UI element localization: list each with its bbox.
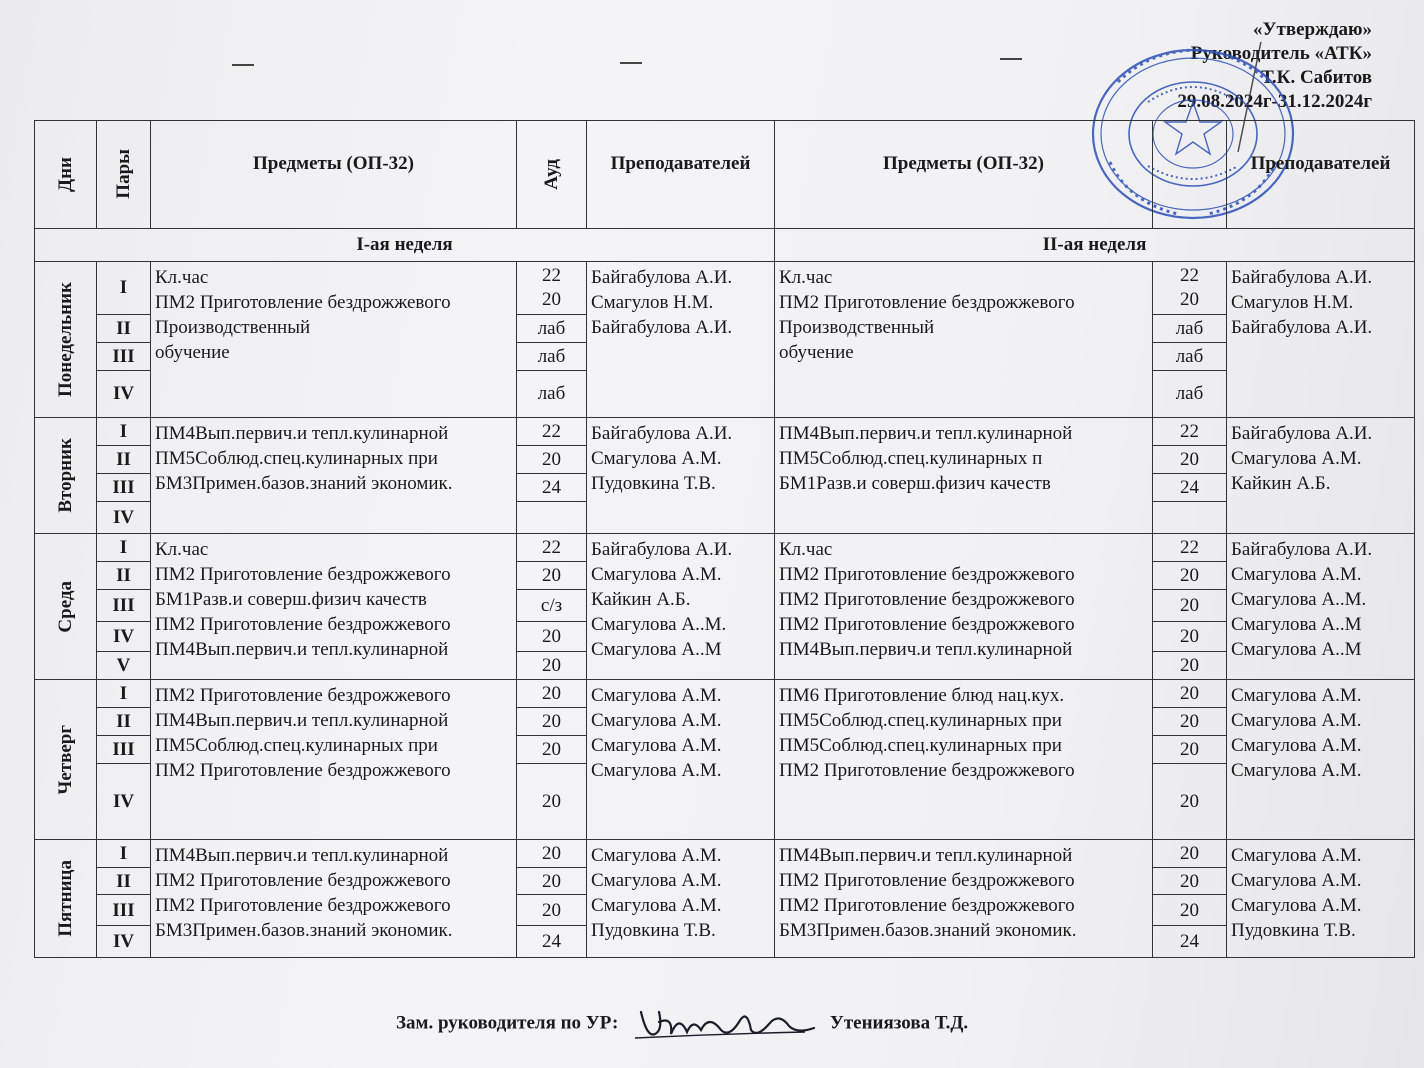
week-2-label: II-ая неделя bbox=[775, 228, 1415, 261]
handwritten-signature bbox=[629, 1004, 819, 1044]
footer-label: Зам. руководителя по УР: bbox=[396, 1012, 619, 1034]
pair-number: II bbox=[97, 314, 151, 342]
room-week2: лаб bbox=[1153, 342, 1227, 370]
day-pair-row bbox=[35, 839, 1415, 867]
room-week1: 20 bbox=[517, 895, 587, 925]
room-week1: 20 bbox=[517, 736, 587, 764]
subjects-week2: ПМ6 Приготовление блюд нац.кух. ПМ5Соблюд.спец.кулинарных при ПМ5Соблюд.спец.кулинарных при ПМ2 Приготовление бездрожжевого bbox=[775, 680, 1153, 839]
header-row bbox=[35, 121, 1415, 229]
room-week1: 20 bbox=[517, 622, 587, 652]
room-week2: 22 bbox=[1153, 534, 1227, 562]
approval-line-4: 29.08.2024г-31.12.2024г bbox=[1177, 91, 1372, 112]
room-week2: 24 bbox=[1153, 925, 1227, 957]
pair-number: III bbox=[97, 895, 151, 925]
room-week2: 20 bbox=[1153, 708, 1227, 736]
pair-number: II bbox=[97, 708, 151, 736]
approval-line-3: Т.К. Сабитов bbox=[1261, 67, 1372, 88]
room-week2: 20 bbox=[1153, 622, 1227, 652]
pair-number: IV bbox=[97, 764, 151, 839]
room-week1: 22 bbox=[517, 534, 587, 562]
room-week2: лаб bbox=[1153, 314, 1227, 342]
day-pair-row bbox=[35, 261, 1415, 314]
room-week1: 20 bbox=[517, 839, 587, 867]
room-week1: 20 bbox=[517, 562, 587, 590]
footer-signature-line bbox=[396, 1004, 968, 1044]
day-name-cell: Среда bbox=[35, 534, 97, 680]
room-week2: 20 bbox=[1153, 680, 1227, 708]
room-week1: 22 bbox=[517, 417, 587, 445]
header-subjects-week2: Предметы (ОП-32) bbox=[775, 121, 1153, 229]
room-week2 bbox=[1153, 501, 1227, 533]
top-dash bbox=[620, 62, 642, 64]
room-week1: 20 bbox=[517, 652, 587, 680]
subjects-week2: ПМ4Вып.первич.и тепл.кулинарной ПМ2 Приготовление бездрожжевого ПМ2 Приготовление бездрожжевого БМ3Примен.базов.знаний экономик. bbox=[775, 839, 1153, 957]
room-week2-extra: 22 bbox=[1180, 264, 1199, 286]
header-aud-week2 bbox=[1153, 121, 1227, 229]
pair-number: IV bbox=[97, 925, 151, 957]
approval-line-2: Руководитель «АТК» bbox=[1190, 43, 1372, 64]
subjects-week1: ПМ2 Приготовление бездрожжевого ПМ4Вып.первич.и тепл.кулинарной ПМ5Соблюд.спец.кулинарных при ПМ2 Приготовление бездрожжевого bbox=[151, 680, 517, 839]
pair-number: IV bbox=[97, 622, 151, 652]
room-week2: лаб bbox=[1153, 370, 1227, 417]
teachers-week2: Смагулова А.М. Смагулова А.М. Смагулова А.М. Смагулова А.М. bbox=[1227, 680, 1415, 839]
week-row bbox=[35, 228, 1415, 261]
pair-number: II bbox=[97, 562, 151, 590]
room-week1: лаб bbox=[517, 342, 587, 370]
room-week2: 20 bbox=[1153, 839, 1227, 867]
pair-number: I bbox=[97, 534, 151, 562]
day-name-cell: Четверг bbox=[35, 680, 97, 839]
approval-block bbox=[1177, 18, 1372, 114]
header-pairs: Пары bbox=[97, 121, 151, 229]
teachers-week1: Байгабулова А.И. Смагулов Н.М. Байгабулова А.И. bbox=[587, 261, 775, 417]
room-week2: 20 bbox=[1153, 867, 1227, 895]
subjects-week2: ПМ4Вып.первич.и тепл.кулинарной ПМ5Соблюд.спец.кулинарных п БМ1Разв.и соверш.физич качеств bbox=[775, 417, 1153, 533]
room-week2 bbox=[1153, 261, 1227, 314]
header-teachers-week1: Преподавателей bbox=[587, 121, 775, 229]
room-week2: 20 bbox=[1153, 736, 1227, 764]
pair-number: III bbox=[97, 473, 151, 501]
pair-number: I bbox=[97, 417, 151, 445]
subjects-week1: Кл.час ПМ2 Приготовление бездрожжевого Производственный обучение bbox=[151, 261, 517, 417]
room-week2: 22 bbox=[1153, 417, 1227, 445]
room-week2: 20 bbox=[1153, 445, 1227, 473]
pair-number: I bbox=[97, 261, 151, 314]
pair-number: IV bbox=[97, 370, 151, 417]
teachers-week2: Байгабулова А.И. Смагулова А.М. Кайкин А.Б. bbox=[1227, 417, 1415, 533]
room-week1-extra: 22 bbox=[542, 264, 561, 286]
room-week1: с/з bbox=[517, 590, 587, 622]
week-1-label: I-ая неделя bbox=[35, 228, 775, 261]
subjects-week1: Кл.час ПМ2 Приготовление бездрожжевого БМ1Разв.и соверш.физич качеств ПМ2 Приготовление бездрожжевого ПМ4Вып.первич.и тепл.кулинарной bbox=[151, 534, 517, 680]
pair-number: II bbox=[97, 867, 151, 895]
room-week2: 24 bbox=[1153, 473, 1227, 501]
subjects-week2: Кл.час ПМ2 Приготовление бездрожжевого Производственный обучение bbox=[775, 261, 1153, 417]
pair-number: V bbox=[97, 652, 151, 680]
schedule-table bbox=[34, 120, 1415, 958]
header-teachers-week2: Преподавателей bbox=[1227, 121, 1415, 229]
top-dash bbox=[1000, 58, 1022, 60]
room-week1: 20 bbox=[517, 680, 587, 708]
subjects-week2: Кл.час ПМ2 Приготовление бездрожжевого ПМ2 Приготовление бездрожжевого ПМ2 Приготовление бездрожжевого ПМ4Вып.первич.и тепл.кулинарной bbox=[775, 534, 1153, 680]
room-week1: 20 bbox=[517, 445, 587, 473]
top-dash bbox=[232, 64, 254, 66]
teachers-week1: Смагулова А.М. Смагулова А.М. Смагулова А.М. Пудовкина Т.В. bbox=[587, 839, 775, 957]
teachers-week1: Смагулова А.М. Смагулова А.М. Смагулова А.М. Смагулова А.М. bbox=[587, 680, 775, 839]
room-week1: 24 bbox=[517, 925, 587, 957]
day-pair-row bbox=[35, 417, 1415, 445]
approval-line-1: «Утверждаю» bbox=[1253, 19, 1372, 40]
room-week1: 20 bbox=[517, 708, 587, 736]
pair-number: I bbox=[97, 839, 151, 867]
teachers-week2: Байгабулова А.И. Смагулова А.М. Смагулова А..М. Смагулова А..М Смагулова А..М bbox=[1227, 534, 1415, 680]
header-days: Дни bbox=[35, 121, 97, 229]
room-week1 bbox=[517, 501, 587, 533]
teachers-week1: Байгабулова А.И. Смагулова А.М. Кайкин А.Б. Смагулова А..М. Смагулова А..М bbox=[587, 534, 775, 680]
room-week2: 20 bbox=[1153, 562, 1227, 590]
pair-number: III bbox=[97, 736, 151, 764]
room-week1-value: 20 bbox=[542, 288, 561, 310]
room-week1: 24 bbox=[517, 473, 587, 501]
pair-number: IV bbox=[97, 501, 151, 533]
pair-number: III bbox=[97, 342, 151, 370]
room-week1: лаб bbox=[517, 370, 587, 417]
teachers-week2: Смагулова А.М. Смагулова А.М. Смагулова А.М. Пудовкина Т.В. bbox=[1227, 839, 1415, 957]
header-aud: Ауд bbox=[517, 121, 587, 229]
room-week2-value: 20 bbox=[1180, 288, 1199, 310]
pair-number: I bbox=[97, 680, 151, 708]
day-pair-row bbox=[35, 680, 1415, 708]
day-name-cell: Пятница bbox=[35, 839, 97, 957]
teachers-week2: Байгабулова А.И. Смагулов Н.М. Байгабулова А.И. bbox=[1227, 261, 1415, 417]
room-week2: 20 bbox=[1153, 895, 1227, 925]
subjects-week1: ПМ4Вып.первич.и тепл.кулинарной ПМ2 Приготовление бездрожжевого ПМ2 Приготовление бездрожжевого БМ3Примен.базов.знаний экономик. bbox=[151, 839, 517, 957]
day-name-cell: Вторник bbox=[35, 417, 97, 533]
teachers-week1: Байгабулова А.И. Смагулова А.М. Пудовкина Т.В. bbox=[587, 417, 775, 533]
room-week1: лаб bbox=[517, 314, 587, 342]
room-week1: 20 bbox=[517, 867, 587, 895]
room-week1 bbox=[517, 261, 587, 314]
pair-number: III bbox=[97, 590, 151, 622]
header-subjects-week1: Предметы (ОП-32) bbox=[151, 121, 517, 229]
subjects-week1: ПМ4Вып.первич.и тепл.кулинарной ПМ5Соблюд.спец.кулинарных при БМ3Примен.базов.знаний экономик. bbox=[151, 417, 517, 533]
room-week2: 20 bbox=[1153, 652, 1227, 680]
day-pair-row bbox=[35, 534, 1415, 562]
pair-number: II bbox=[97, 445, 151, 473]
footer-name: Утениязова Т.Д. bbox=[829, 1012, 969, 1034]
room-week2: 20 bbox=[1153, 590, 1227, 622]
room-week2: 20 bbox=[1153, 764, 1227, 839]
room-week1: 20 bbox=[517, 764, 587, 839]
day-name-cell: Понедельник bbox=[35, 261, 97, 417]
